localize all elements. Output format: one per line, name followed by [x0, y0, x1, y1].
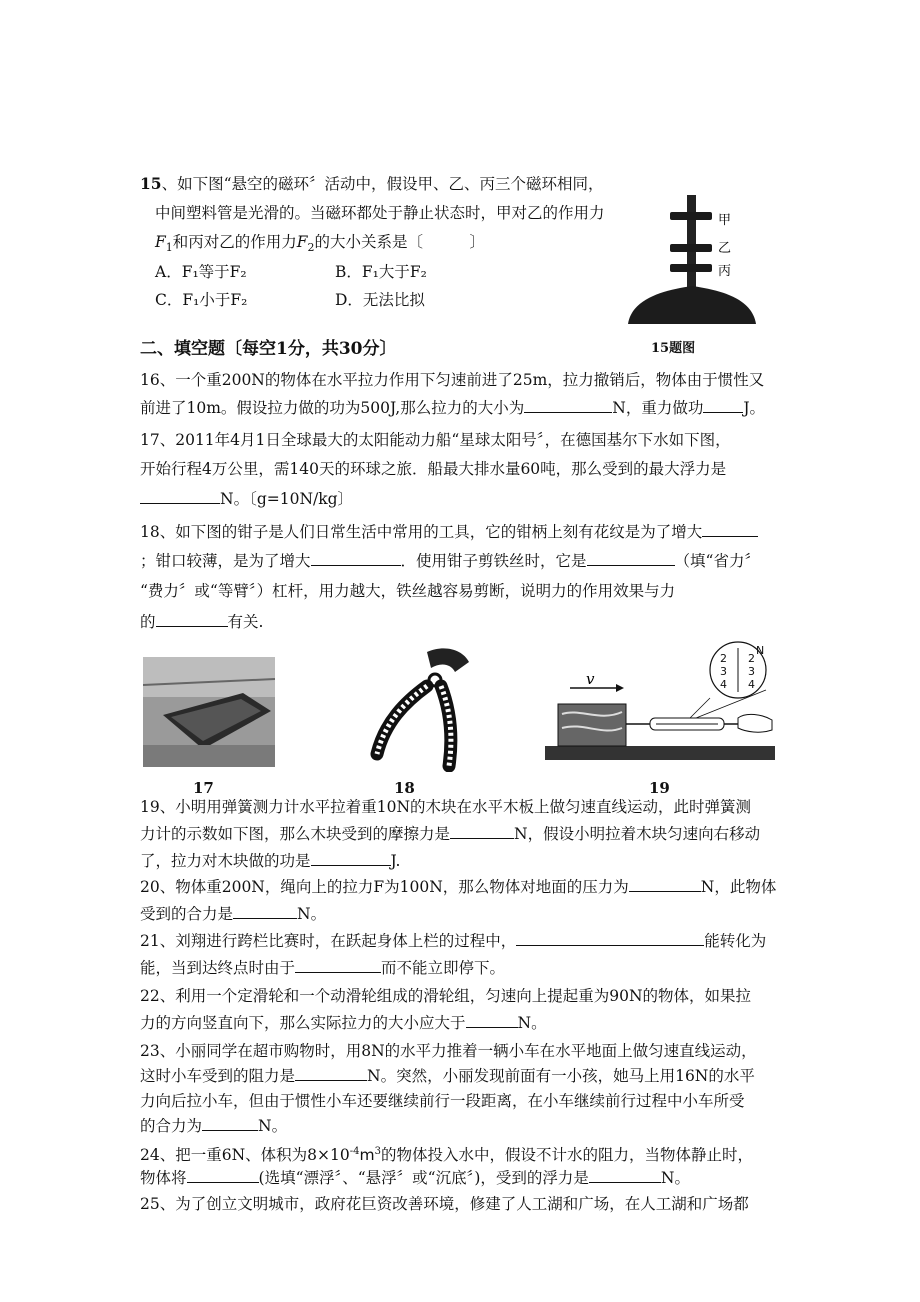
gauge-num-left-3: 3 — [720, 665, 727, 678]
q15-number: 15 — [140, 174, 162, 193]
q19-blank2[interactable] — [311, 851, 391, 866]
ring-yi — [670, 244, 712, 252]
q24-blank2[interactable] — [589, 1168, 661, 1183]
gauge-num-left-2: 2 — [720, 652, 727, 665]
gauge-num-left-4: 4 — [720, 678, 727, 691]
pliers-figure — [365, 642, 480, 772]
q23-blank2[interactable] — [202, 1116, 258, 1131]
q18-blank1[interactable] — [702, 522, 758, 537]
q15-option-a: A．F₁等于F₂ — [155, 263, 247, 281]
q22-line1: 22、利用一个定滑轮和一个动滑轮组成的滑轮组，匀速向上提起重为90N的物体，如果拉 — [140, 987, 752, 1005]
q15-option-b: B．F₁大于F₂ — [335, 263, 427, 281]
fig15-caption: 15题图 — [651, 341, 696, 356]
q22-line2: 力的方向竖直向下，那么实际拉力的大小应大于 N。 — [140, 1014, 547, 1032]
q18-line2: ；钳口较薄，是为了增大 ．使用钳子剪铁丝时，它是 （填“省力〞 — [140, 552, 760, 570]
q20-line1: 20、物体重200N，绳向上的拉力F为100N，那么物体对地面的压力为 N，此物体 — [140, 878, 777, 896]
q18-blank3[interactable] — [587, 551, 675, 566]
q15-line1 — [140, 174, 604, 194]
q19-line2: 力计的示数如下图，那么木块受到的摩擦力是 N，假设小明拉着木块匀速向右移动 — [140, 825, 761, 843]
gauge-num-right-2: 2 — [748, 652, 755, 665]
q17-line1: 17、2011年4月1日全球最大的太阳能动力船“星球太阳号〞，在德国基尔下水如下图， — [140, 431, 731, 449]
gauge-unit: N — [756, 644, 765, 657]
q18-line1: 18、如下图的钳子是人们日常生活中常用的工具，它的钳柄上刻有花纹是为了增大 — [140, 522, 758, 542]
q24-line2: 物体将 (选填“漂浮〞、“悬浮〞或“沉底〞)，受到的浮力是 N。 — [140, 1169, 690, 1187]
q17-line2: 开始行程4万公里，需140天的环球之旅．船最大排水量60吨，那么受到的最大浮力是 — [140, 460, 727, 478]
q21-blank2[interactable] — [295, 958, 381, 973]
q18-blank2[interactable] — [311, 551, 401, 566]
q15-option-c: C．F₁小于F₂ — [155, 291, 248, 309]
ring-jia — [670, 212, 712, 220]
section2-heading: 二、填空题〔每空1分，共30分〕 — [140, 339, 397, 359]
fig17-caption: 17 — [193, 779, 214, 797]
solar-boat-photo — [143, 657, 275, 767]
q17-blank[interactable] — [140, 489, 220, 504]
q18-line3: “费力〞或“等臂〞）杠杆，用力越大，铁丝越容易剪断，说明力的作用效果与力 — [140, 582, 676, 600]
q19-blank1[interactable] — [450, 824, 514, 839]
pliers-handle-left — [377, 686, 427, 754]
q24-line1: 24、把一重6N、体积为$8\times 10^{-4}m^3$的物体投入水中，假设不计水的阻力，当物体静止时， — [140, 1146, 753, 1165]
q16-blank2[interactable] — [703, 398, 743, 413]
q23-line4: 的合力为 N。 — [140, 1117, 288, 1135]
label-bing: 丙 — [718, 264, 732, 279]
q17-line3: N。〔g=10N/kg〕 — [140, 489, 353, 509]
q19-line1: 19、小明用弹簧测力计水平拉着重10N的木块在水平木板上做匀速直线运动，此时弹簧测 — [140, 798, 752, 816]
ring-bing — [670, 264, 712, 272]
label-jia: 甲 — [718, 213, 732, 228]
q16-blank1[interactable] — [524, 398, 612, 413]
q16-line2: 前进了10m。假设拉力做的功为500J,那么拉力的大小为 N，重力做功 J。 — [140, 399, 766, 417]
q23-line2: 这时小车受到的阻力是 N。突然，小丽发现前面有一小孩，她马上用16N的水平 — [140, 1067, 755, 1085]
q21-blank1[interactable] — [516, 931, 704, 946]
q15-line3: $F_1$和丙对乙的作用力$F_2$的大小关系是〔 〕 — [155, 233, 486, 255]
q21-line1: 21、刘翔进行跨栏比赛时，在跃起身体上栏的过程中， 能转化为 — [140, 932, 767, 950]
q21-line2: 能，当到达终点时由于 而不能立即停下。 — [140, 959, 506, 977]
q19-line3: 了，拉力对木块做的功是 J. — [140, 852, 401, 870]
spring-scale-figure — [540, 640, 780, 770]
pliers-jaw — [427, 648, 469, 672]
q20-line2: 受到的合力是 N。 — [140, 905, 327, 923]
label-yi: 乙 — [718, 241, 732, 256]
gauge-num-right-4: 4 — [748, 678, 755, 691]
wooden-board — [545, 746, 775, 760]
q20-blank1[interactable] — [629, 877, 701, 892]
velocity-label: v — [586, 670, 595, 688]
q23-blank1[interactable] — [295, 1066, 367, 1081]
q15-option-d: D．无法比拟 — [335, 291, 425, 309]
q18-blank4[interactable] — [156, 612, 228, 627]
q15-text1: 、如下图“悬空的磁环〞活动中，假设甲、乙、丙三个磁环相同， — [161, 175, 604, 193]
q15-line2: 中间塑料管是光滑的。当磁环都处于静止状态时，甲对乙的作用力 — [155, 204, 605, 222]
fig18-caption: 18 — [394, 779, 415, 797]
base-stand — [628, 286, 756, 324]
q18-line4: 的 有关. — [140, 613, 264, 631]
fig19-caption: 19 — [649, 779, 670, 797]
wooden-block — [558, 704, 626, 746]
hand — [738, 714, 772, 732]
q16-line1: 16、一个重200N的物体在水平拉力作用下匀速前进了25m，拉力撤销后，物体由于惯性又 — [140, 371, 765, 389]
q24-blank1[interactable] — [187, 1168, 259, 1183]
q23-line1: 23、小丽同学在超市购物时，用8N的水平力推着一辆小车在水平地面上做匀速直线运动， — [140, 1042, 757, 1060]
q25-line1: 25、为了创立文明城市，政府花巨资改善环境，修建了人工湖和广场，在人工湖和广场都 — [140, 1195, 749, 1213]
q23-line3: 力向后拉小车，但由于惯性小车还要继续前行一段距离，在小车继续前行过程中小车所受 — [140, 1092, 745, 1110]
gauge-num-right-3: 3 — [748, 665, 755, 678]
q22-blank[interactable] — [466, 1013, 518, 1028]
q20-blank2[interactable] — [233, 904, 297, 919]
magnetic-rings-figure — [620, 190, 770, 330]
